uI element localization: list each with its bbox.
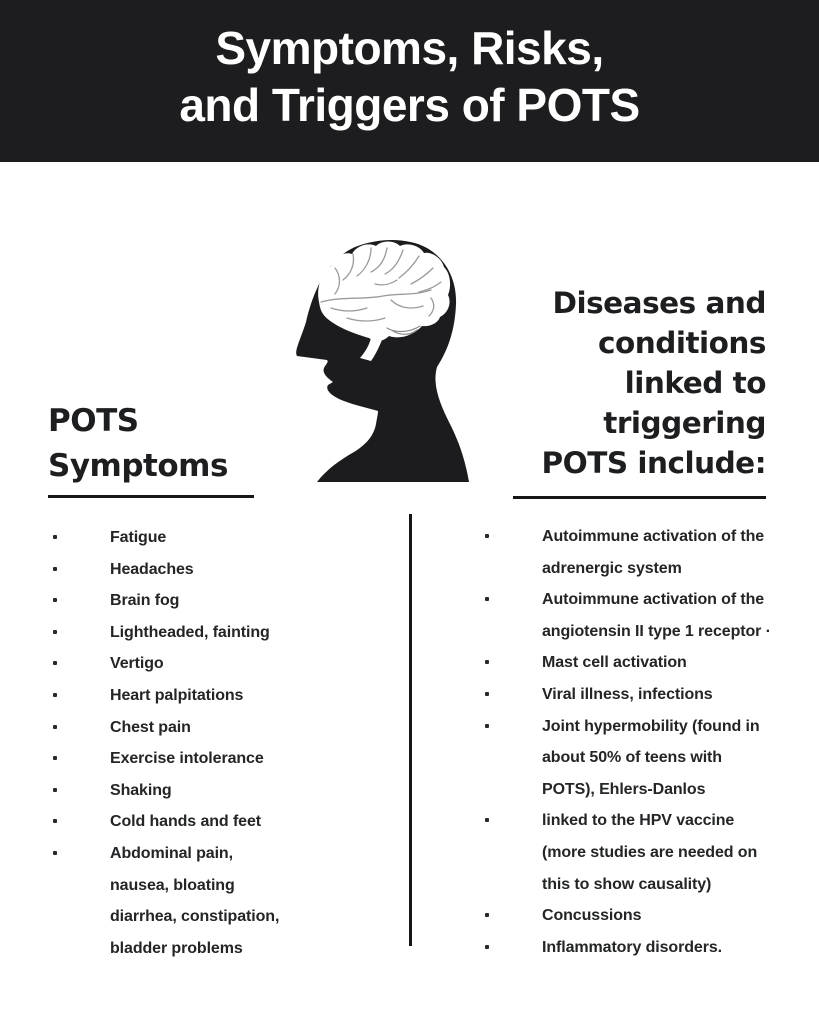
list-item	[48, 838, 388, 964]
list-item-text: Autoimmune activation of the adrenergic system	[542, 528, 765, 577]
left-section-heading	[48, 399, 308, 498]
bullet-icon	[48, 585, 110, 617]
page-title-line: and Triggers of POTS	[179, 79, 640, 131]
bullet-icon	[480, 711, 542, 743]
list-item	[480, 647, 810, 679]
list-item-text: Lightheaded, fainting	[110, 623, 270, 641]
list-item-text: Joint hypermobility (found in about 50% of teens with POTS), Ehlers-Danlos	[542, 717, 760, 798]
heading-line: conditions	[597, 326, 766, 360]
list-item-text: Mast cell activation	[542, 654, 687, 672]
list-item-text: Headaches	[110, 560, 194, 578]
list-item-text: linked to the HPV vaccine (more studies are needed on this to show causality)	[542, 812, 758, 893]
list-item-text: Vertigo	[110, 655, 164, 673]
bullet-icon	[48, 775, 110, 807]
list-item-text: Brain fog	[110, 592, 180, 610]
list-item-text: Chest pain	[110, 718, 191, 736]
left-heading-underline	[48, 495, 254, 498]
bullet-icon	[480, 679, 542, 711]
list-item	[48, 806, 388, 838]
bullet-icon	[48, 712, 110, 744]
page-title-line: Symptoms, Risks,	[215, 22, 604, 74]
bullet-icon	[48, 554, 110, 586]
bullet-icon	[48, 617, 110, 649]
list-item-text: Autoimmune activation of the angiotensin II type 1 receptor ·	[542, 591, 771, 640]
list-item	[48, 648, 388, 680]
bullet-icon	[48, 648, 110, 680]
list-item	[48, 775, 388, 807]
list-item-text: Concussions	[542, 907, 642, 925]
bullet-icon	[480, 584, 542, 616]
list-item-text: Cold hands and feet	[110, 813, 261, 831]
list-item	[48, 522, 388, 554]
bullet-icon	[480, 521, 542, 553]
heading-line: Symptoms	[48, 448, 228, 484]
heading-line: linked to	[624, 366, 766, 400]
bullet-icon	[48, 743, 110, 775]
bullet-icon	[480, 805, 542, 837]
header-banner	[0, 0, 819, 162]
list-item	[48, 712, 388, 744]
list-item-text: Exercise intolerance	[110, 750, 264, 768]
list-item	[480, 932, 810, 964]
list-item	[480, 805, 810, 900]
list-item-text: Heart palpitations	[110, 686, 244, 704]
bullet-icon	[480, 900, 542, 932]
bullet-icon	[480, 647, 542, 679]
heading-line: POTS include:	[541, 446, 766, 480]
heading-line: triggering	[603, 406, 766, 440]
list-item-text: Fatigue	[110, 529, 167, 546]
list-item	[48, 680, 388, 712]
right-section-heading	[458, 283, 766, 499]
heading-line: Diseases and	[552, 286, 766, 320]
bullet-icon	[48, 838, 110, 870]
list-item-text: Abdominal pain, nausea, bloating diarrhea, constipation, bladder problems	[110, 844, 280, 957]
bullet-icon	[48, 522, 110, 554]
heading-line: POTS	[48, 403, 139, 439]
symptoms-list	[48, 522, 388, 964]
head-brain-illustration	[291, 238, 473, 482]
bullet-icon	[48, 806, 110, 838]
list-item	[480, 711, 810, 806]
list-item	[48, 617, 388, 649]
list-item	[480, 900, 810, 932]
list-item-text: Shaking	[110, 781, 172, 799]
list-item	[48, 743, 388, 775]
list-item-text: Inflammatory disorders.	[542, 938, 722, 956]
list-item	[480, 679, 810, 711]
column-divider	[409, 514, 412, 946]
list-item	[48, 585, 388, 617]
right-heading-underline	[513, 496, 766, 499]
list-item	[480, 584, 810, 647]
triggers-list	[480, 521, 810, 963]
list-item	[480, 521, 810, 584]
bullet-icon	[480, 932, 542, 964]
list-item	[48, 554, 388, 586]
list-item-text: Viral illness, infections	[542, 685, 713, 703]
page-title	[0, 0, 819, 134]
bullet-icon	[48, 680, 110, 712]
